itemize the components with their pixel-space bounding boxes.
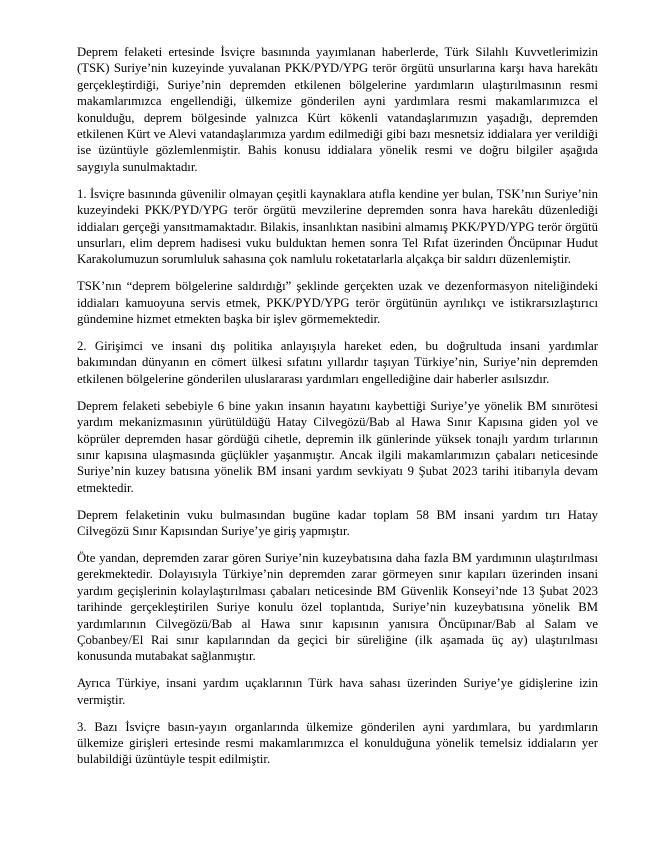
paragraph-point-3: 3. Bazı İsviçre basın-yayın organlarında ülkemize gönderilen ayni yardımlara, bu yardımların ülkemize girişleri ertesinde resmi makamlarımızca el konulduğuna yönelik temelsiz iddiaların yer bulabildiği üzüntüyle tespit edilmiştir.	[77, 719, 598, 767]
paragraph-bm-trucks: Deprem felaketinin vuku bulmasından bugüne kadar toplam 58 BM insani yardım tırı Hatay Cilvegözü Sınır Kapısından Suriye’ye giriş yapmıştır.	[77, 507, 598, 539]
paragraph-tsk-claims: TSK’nın “deprem bölgelerine saldırdığı” şeklinde gerçekten uzak ve dezenformasyon niteliğindeki iddiaları kamuoyuna servis etmek, PKK/PYD/YPG terör örgütünün ayrılıkçı ve istikrarsızlaştırıcı gündemine hizmet etmekten başka bir işlev görmemektedir.	[77, 279, 598, 327]
paragraph-bm-mechanism: Deprem felaketi sebebiyle 6 bine yakın insanın hayatını kaybettiği Suriye’ye yönelik BM sınırötesi yardım mekanizmasının yürütüldüğü Hatay Cilvegözü/Bab al Hawa Sınır Kapısına giden yol ve köprüler depremden hasar gördüğü cihetle, depremin ilk günlerinde yüksek tonajlı yardım tırlarının sınır kapısına ulaşmasında güçlükler yaşanmıştır. Ancak ilgili makamlarımızın çabaları neticesinde Suriye’nin kuzey batısına yönelik BM insani yardım sevkiyatı 9 Şubat 2023 tarihi itibarıyla devam etmektedir.	[77, 398, 598, 495]
paragraph-intro: Deprem felaketi ertesinde İsviçre basınında yayımlanan haberlerde, Türk Silahlı Kuvvetlerimizin (TSK) Suriye’nin kuzeyinde yuvalanan PKK/PYD/YPG terör örgütü unsurlarına karşı hava harekâtı gerçekleştirdiği, Suriye’nin depremden etkilenen bölgelerine yardımların ulaştırılmasının resmi makamlarımızca engellendiği, ülkemize gönderilen ayni yardımlara resmi makamlarımızca el konulduğu, deprem bölgesinde yalnızca Kürt kökenli vatandaşlarımızın yaşadığı, depremden etkilenen Kürt ve Alevi vatandaşlarımıza yardım edilmediği gibi bazı mesnetsiz iddialara yer verildiği ise üzüntüyle gözlemlenmiştir. Bahis konusu iddialara yönelik resmi ve doğru bilgiler aşağıda saygıyla sunulmaktadır.	[77, 45, 598, 174]
paragraph-point-2: 2. Girişimci ve insani dış politika anlayışıyla hareket eden, bu doğrultuda insani yardımlar bakımından dünyanın en cömert ülkesi sıfatını yıllardır taşıyan Türkiye’nin, Suriye’nin depremden etkilenen bölgelerine gönderilen uluslararası yardımları engellediğine dair haberler asılsızdır.	[77, 339, 598, 386]
paragraph-airspace: Ayrıca Türkiye, insani yardım uçaklarının Türk hava sahası üzerinden Suriye’ye gidişlerine izin vermiştir.	[77, 676, 598, 707]
paragraph-point-1: 1. İsviçre basınında güvenilir olmayan çeşitli kaynaklara atıfla kendine yer bulan, TSK’nın Suriye’nin kuzeyindeki PKK/PYD/YPG terör örgütü mevzilerine depremden sonra hava harekâtı düzenlediği iddiaları gerçeği yansıtmamaktadır. Bilakis, insanlıktan nasibini almamış PKK/PYD/YPG terör örgütü unsurları, elim deprem hadisesi vuku bulduktan hemen sonra Tel Rıfat üzerinden Öncüpınar Hudut Karakolumuzun sorumluluk sahasına çok namlulu roketatarlarla alçakça bir saldırı düzenlemiştir.	[77, 186, 598, 267]
paragraph-border-gates: Öte yandan, depremden zarar gören Suriye’nin kuzeybatısına daha fazla BM yardımının ulaştırılması gerekmektedir. Dolayısıyla Türkiye’nin depremden zarar görmeyen sınır kapıları üzerinden insani yardım geçişlerinin kolaylaştırılması çabaları neticesinde BM Güvenlik Konseyi’nde 13 Şubat 2023 tarihinde gerçekleştirilen Suriye konulu özel toplantıda, Suriye’nin kuzeybatısına yönelik BM yardımlarının Cilvegözü/Bab al Hawa sınır kapısının yanısıra Öncüpınar/Bab al Salam ve Çobanbey/El Rai sınır kapılarından da geçici bir süreliğine (ilk aşamada üç ay) ulaştırılması konusunda mutabakat sağlanmıştır.	[77, 550, 598, 664]
